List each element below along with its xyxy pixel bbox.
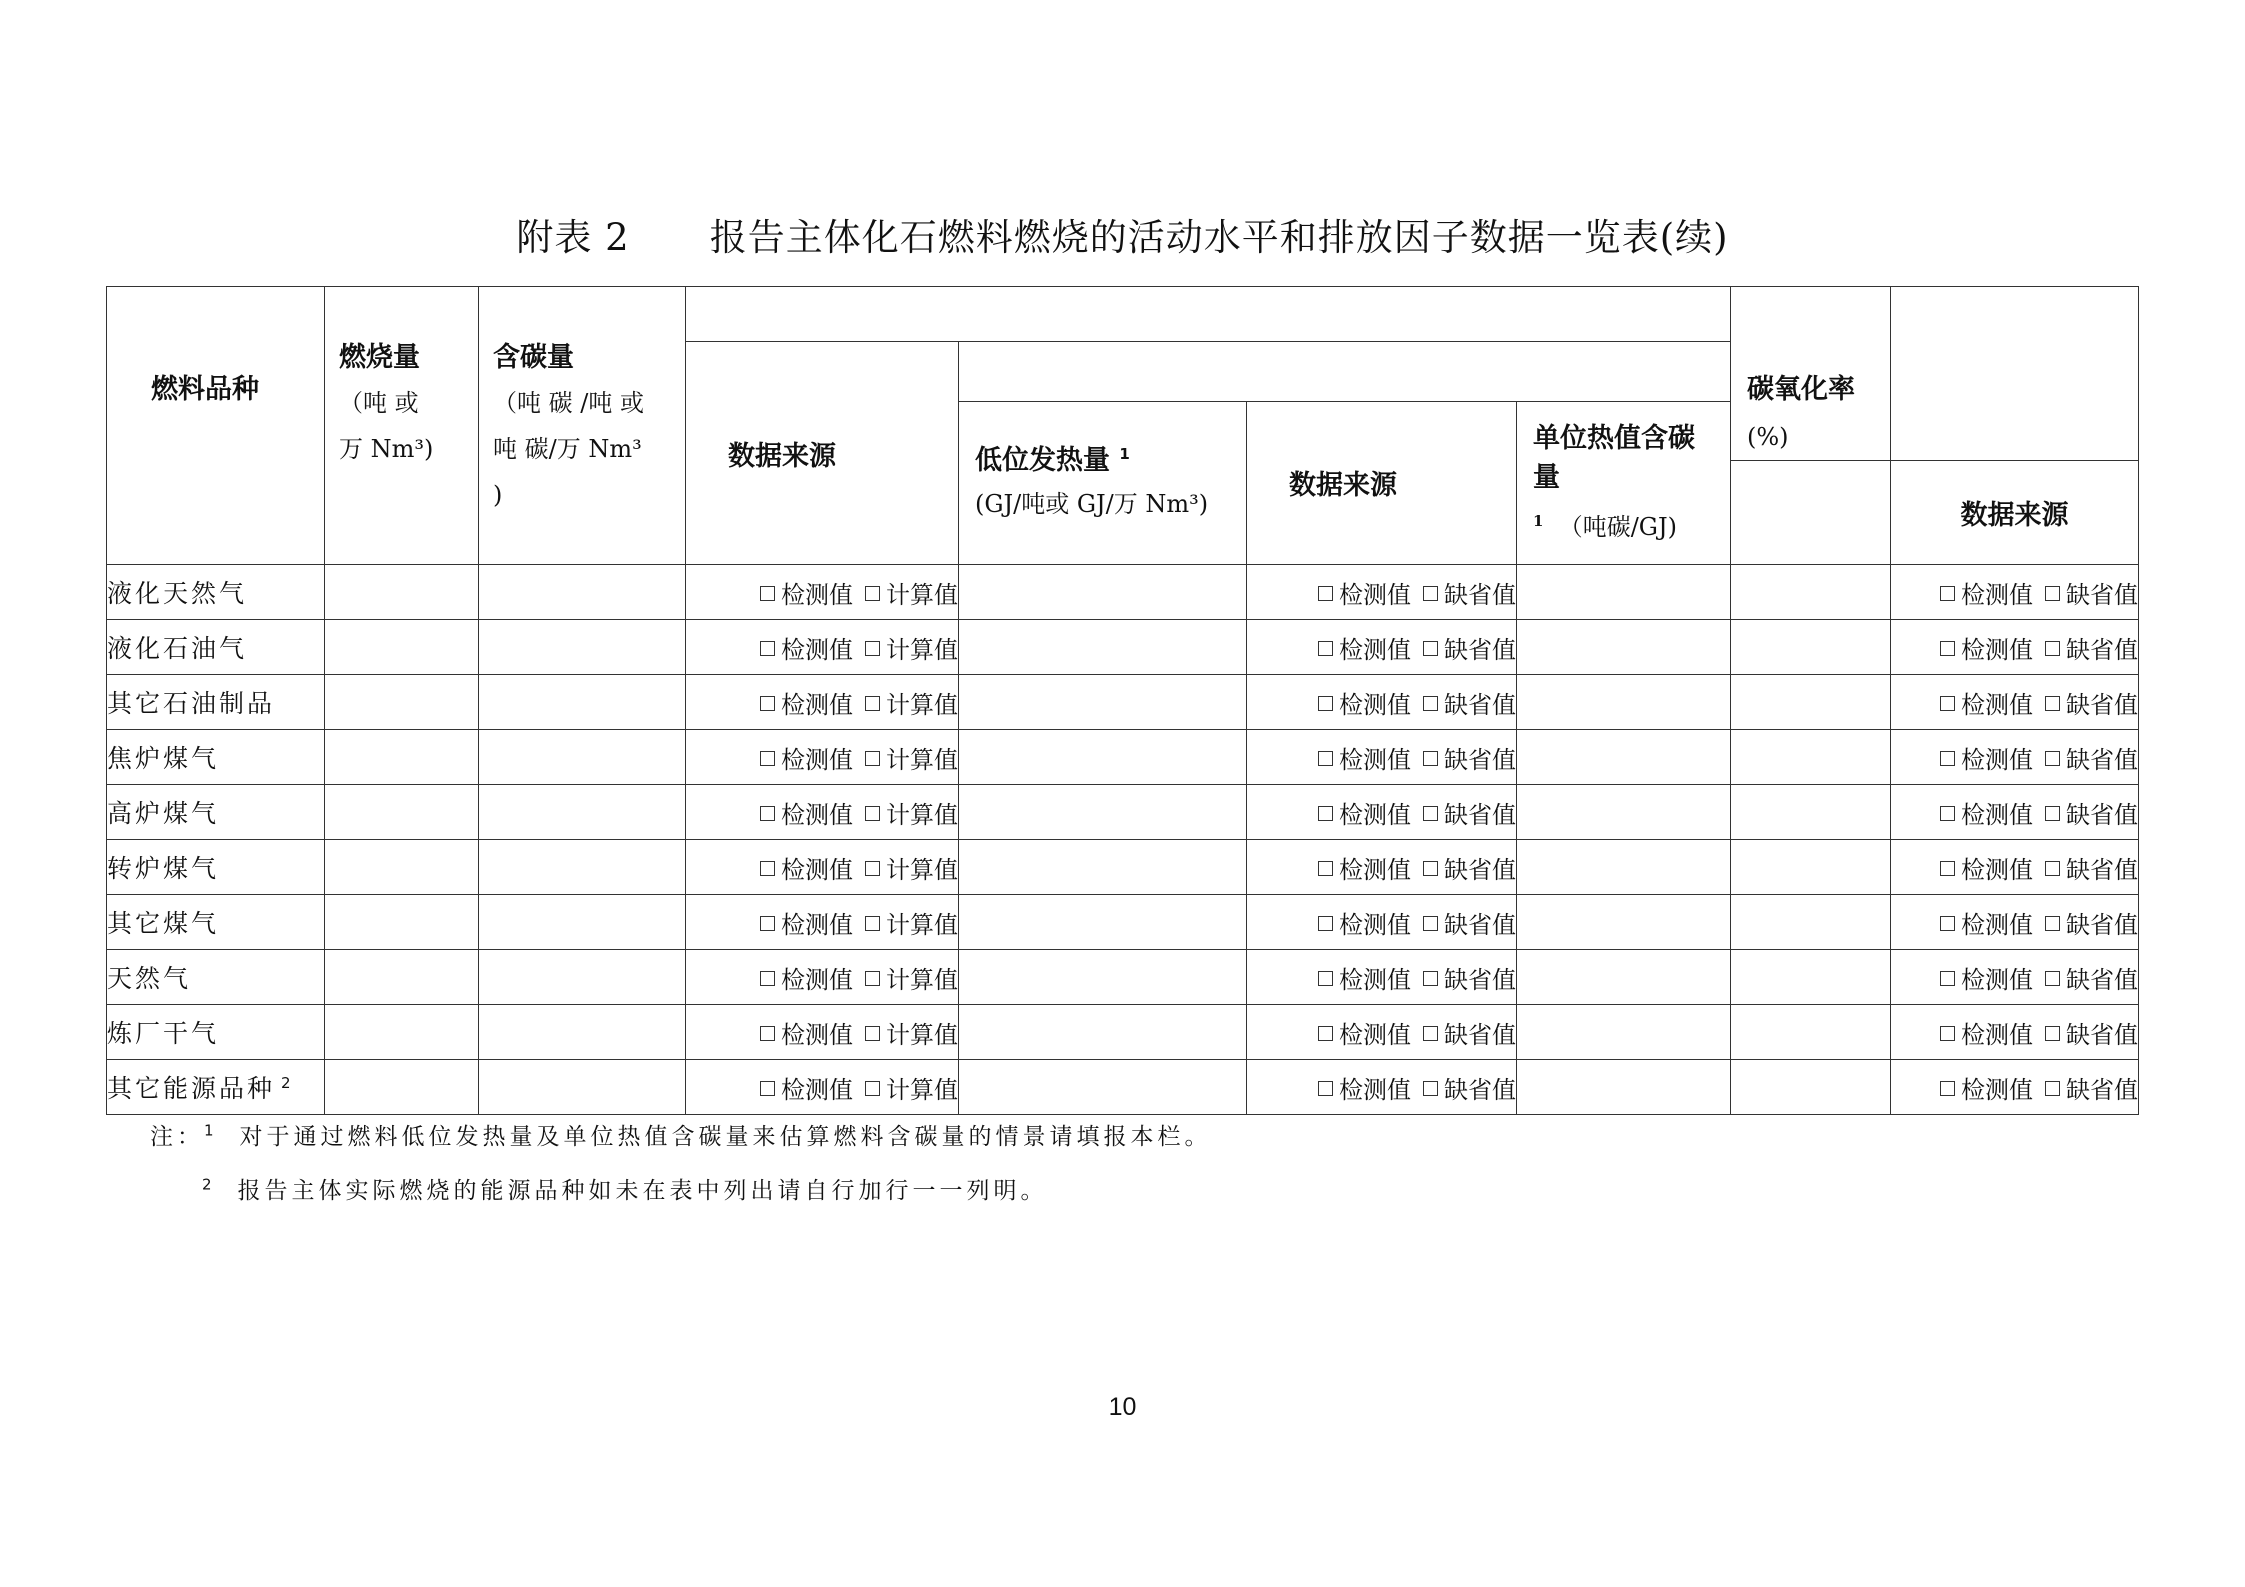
oxidation-rate-input[interactable] [1731, 895, 1891, 950]
header-fuel-type: 燃料品种 [107, 287, 325, 565]
source-option-cell [1247, 675, 1517, 730]
carbon-per-heat-input[interactable] [1517, 950, 1731, 1005]
option-label-measured: 检测值 [1339, 910, 1411, 939]
source-option-cell [686, 950, 959, 1005]
source-option-cell [1247, 1005, 1517, 1060]
fuel-name: 液化天然气 [107, 565, 325, 620]
option-label-calculated: 计算值 [886, 1075, 958, 1104]
option-label-measured: 检测值 [1339, 690, 1411, 719]
option-label-default: 缺省值 [1444, 965, 1516, 994]
option-label-measured: 检测值 [1339, 855, 1411, 884]
option-label-calculated: 计算值 [886, 745, 958, 774]
option-label-measured: 检测值 [1339, 1020, 1411, 1049]
source-option-cell [1247, 620, 1517, 675]
checkbox[interactable] [1423, 1081, 1438, 1096]
checkbox[interactable] [1423, 1026, 1438, 1041]
checkbox[interactable] [1318, 696, 1333, 711]
carbon-per-heat-input[interactable] [1517, 620, 1731, 675]
option-label-default: 缺省值 [2066, 965, 2138, 994]
option-label-calculated: 计算值 [886, 690, 958, 719]
checkbox[interactable] [2045, 916, 2060, 931]
table-row [107, 950, 2139, 1005]
oxidation-rate-input[interactable] [1731, 675, 1891, 730]
option-label-measured: 检测值 [1339, 635, 1411, 664]
carbon-per-heat-input[interactable] [1517, 1060, 1731, 1115]
checkbox[interactable] [1940, 586, 1955, 601]
source-option-cell [686, 895, 959, 950]
option-label-measured: 检测值 [781, 745, 853, 774]
fuel-name: 焦炉煤气 [107, 730, 325, 785]
burn-amount-input[interactable] [325, 675, 479, 730]
checkbox[interactable] [1940, 1026, 1955, 1041]
burn-amount-input[interactable] [325, 895, 479, 950]
checkbox[interactable] [865, 641, 880, 656]
option-label-default: 缺省值 [1444, 855, 1516, 884]
oxidation-rate-input[interactable] [1731, 950, 1891, 1005]
carbon-content-input[interactable] [479, 1060, 686, 1115]
option-label-calculated: 计算值 [886, 965, 958, 994]
oxidation-rate-input[interactable] [1731, 1005, 1891, 1060]
option-label-measured: 检测值 [781, 1075, 853, 1104]
source-option-cell [1247, 1060, 1517, 1115]
carbon-content-input[interactable] [479, 565, 686, 620]
source-option-cell [1891, 620, 2139, 675]
checkbox[interactable] [865, 1081, 880, 1096]
source-option-cell [1891, 950, 2139, 1005]
option-label-default: 缺省值 [1444, 1075, 1516, 1104]
checkbox[interactable] [865, 971, 880, 986]
page-number: 10 [1108, 1393, 1137, 1421]
checkbox[interactable] [760, 916, 775, 931]
option-label-measured: 检测值 [781, 910, 853, 939]
option-label-measured: 检测值 [1339, 800, 1411, 829]
checkbox[interactable] [1318, 641, 1333, 656]
table-row [107, 895, 2139, 950]
checkbox[interactable] [2045, 806, 2060, 821]
checkbox[interactable] [865, 751, 880, 766]
checkbox[interactable] [2045, 641, 2060, 656]
option-label-default: 缺省值 [1444, 800, 1516, 829]
option-label-measured: 检测值 [1961, 910, 2033, 939]
option-label-measured: 检测值 [781, 965, 853, 994]
source-option-cell [1891, 785, 2139, 840]
checkbox[interactable] [2045, 971, 2060, 986]
header-oxidation-rate: 碳氧化率 (%) [1731, 287, 1891, 461]
header-data-source-2: 数据来源 [1247, 401, 1517, 565]
option-label-calculated: 计算值 [886, 910, 958, 939]
source-option-cell [1891, 1005, 2139, 1060]
checkbox[interactable] [760, 971, 775, 986]
checkbox[interactable] [1318, 916, 1333, 931]
option-label-measured: 检测值 [1961, 855, 2033, 884]
title-prefix: 附表 2 [516, 216, 630, 259]
option-label-measured: 检测值 [1961, 965, 2033, 994]
option-label-measured: 检测值 [781, 635, 853, 664]
option-label-default: 缺省值 [2066, 1020, 2138, 1049]
option-label-default: 缺省值 [2066, 855, 2138, 884]
header-oxidation-value-box [1731, 461, 1891, 565]
checkbox[interactable] [2045, 696, 2060, 711]
burn-amount-input[interactable] [325, 1005, 479, 1060]
source-option-cell [686, 785, 959, 840]
checkbox[interactable] [2045, 1026, 2060, 1041]
fuel-name: 其它煤气 [107, 895, 325, 950]
carbon-per-heat-input[interactable] [1517, 840, 1731, 895]
checkbox[interactable] [760, 806, 775, 821]
checkbox[interactable] [1318, 1026, 1333, 1041]
option-label-measured: 检测值 [1339, 745, 1411, 774]
page-title [0, 207, 2245, 261]
checkbox[interactable] [1423, 806, 1438, 821]
source-option-cell [686, 675, 959, 730]
checkbox[interactable] [865, 586, 880, 601]
ncv-input[interactable] [959, 895, 1247, 950]
option-label-measured: 检测值 [781, 580, 853, 609]
checkbox[interactable] [760, 641, 775, 656]
source-option-cell [686, 565, 959, 620]
checkbox[interactable] [1423, 641, 1438, 656]
burn-amount-input[interactable] [325, 840, 479, 895]
burn-amount-input[interactable] [325, 730, 479, 785]
checkbox[interactable] [760, 1026, 775, 1041]
source-option-cell [1891, 565, 2139, 620]
ncv-input[interactable] [959, 1060, 1247, 1115]
header-oxidation-top [1891, 287, 2139, 461]
note-2: $^2$ 报告主体实际燃烧的能源品种如未在表中列出请自行加行一一列明。 [202, 1175, 1048, 1204]
option-label-default: 缺省值 [1444, 690, 1516, 719]
source-option-cell [1891, 675, 2139, 730]
carbon-content-input[interactable] [479, 1005, 686, 1060]
checkbox[interactable] [2045, 861, 2060, 876]
carbon-per-heat-input[interactable] [1517, 730, 1731, 785]
option-label-default: 缺省值 [2066, 580, 2138, 609]
carbon-per-heat-input[interactable] [1517, 1005, 1731, 1060]
burn-amount-input[interactable] [325, 950, 479, 1005]
option-label-default: 缺省值 [1444, 745, 1516, 774]
source-option-cell [1247, 565, 1517, 620]
checkbox[interactable] [760, 1081, 775, 1096]
source-option-cell [686, 620, 959, 675]
oxidation-rate-input[interactable] [1731, 1060, 1891, 1115]
carbon-content-input[interactable] [479, 730, 686, 785]
ncv-input[interactable] [959, 565, 1247, 620]
ncv-input[interactable] [959, 620, 1247, 675]
option-label-default: 缺省值 [2066, 635, 2138, 664]
table-row [107, 1060, 2139, 1115]
option-label-measured: 检测值 [1961, 1020, 2033, 1049]
source-option-cell [1891, 840, 2139, 895]
option-label-default: 缺省值 [2066, 690, 2138, 719]
ncv-input[interactable] [959, 1005, 1247, 1060]
table-row [107, 730, 2139, 785]
fuel-name: 转炉煤气 [107, 840, 325, 895]
table-body [107, 565, 2139, 1115]
option-label-measured: 检测值 [1961, 635, 2033, 664]
option-label-calculated: 计算值 [886, 635, 958, 664]
fuel-name: 液化石油气 [107, 620, 325, 675]
checkbox[interactable] [1940, 916, 1955, 931]
option-label-calculated: 计算值 [886, 1020, 958, 1049]
option-label-measured: 检测值 [1339, 965, 1411, 994]
source-option-cell [686, 840, 959, 895]
carbon-per-heat-input[interactable] [1517, 565, 1731, 620]
carbon-content-input[interactable] [479, 675, 686, 730]
carbon-content-input[interactable] [479, 950, 686, 1005]
checkbox[interactable] [760, 696, 775, 711]
burn-amount-input[interactable] [325, 565, 479, 620]
checkbox[interactable] [865, 806, 880, 821]
checkbox[interactable] [1940, 806, 1955, 821]
option-label-default: 缺省值 [1444, 1020, 1516, 1049]
carbon-content-input[interactable] [479, 785, 686, 840]
title-text: 报告主体化石燃料燃烧的活动水平和排放因子数据一览表(续) [709, 216, 1729, 259]
checkbox[interactable] [1423, 861, 1438, 876]
ncv-input[interactable] [959, 785, 1247, 840]
source-option-cell [1891, 730, 2139, 785]
carbon-per-heat-input[interactable] [1517, 785, 1731, 840]
source-option-cell [1891, 895, 2139, 950]
source-option-cell [1247, 895, 1517, 950]
option-label-default: 缺省值 [2066, 800, 2138, 829]
carbon-per-heat-input[interactable] [1517, 675, 1731, 730]
checkbox[interactable] [760, 861, 775, 876]
option-label-calculated: 计算值 [886, 800, 958, 829]
checkbox[interactable] [1940, 1081, 1955, 1096]
option-label-measured: 检测值 [781, 800, 853, 829]
note-1: 注：$^1$ 对于通过燃料低位发热量及单位热值含碳量来估算燃料含碳量的情景请填报本栏。 [150, 1121, 1212, 1150]
checkbox[interactable] [1423, 696, 1438, 711]
table-row [107, 785, 2139, 840]
option-label-measured: 检测值 [1961, 800, 2033, 829]
source-option-cell [686, 730, 959, 785]
fuel-name: 天然气 [107, 950, 325, 1005]
oxidation-rate-input[interactable] [1731, 840, 1891, 895]
carbon-content-input[interactable] [479, 895, 686, 950]
source-option-cell [1247, 785, 1517, 840]
checkbox[interactable] [1940, 696, 1955, 711]
header-inner-box [959, 342, 1731, 402]
checkbox[interactable] [1940, 641, 1955, 656]
option-label-measured: 检测值 [1961, 1075, 2033, 1104]
carbon-content-input[interactable] [479, 620, 686, 675]
table-row [107, 565, 2139, 620]
header-ncv: 低位发热量 $^1$ (GJ/吨或 GJ/万 Nm³) [959, 401, 1247, 565]
option-label-default: 缺省值 [2066, 1075, 2138, 1104]
option-label-measured: 检测值 [781, 1020, 853, 1049]
ncv-input[interactable] [959, 675, 1247, 730]
source-option-cell [1247, 730, 1517, 785]
carbon-per-heat-input[interactable] [1517, 895, 1731, 950]
checkbox[interactable] [1940, 751, 1955, 766]
checkbox[interactable] [1940, 971, 1955, 986]
oxidation-rate-input[interactable] [1731, 730, 1891, 785]
source-option-cell [1247, 840, 1517, 895]
checkbox[interactable] [760, 751, 775, 766]
table-row [107, 620, 2139, 675]
checkbox[interactable] [1423, 971, 1438, 986]
source-option-cell [686, 1005, 959, 1060]
source-option-cell [1247, 950, 1517, 1005]
checkbox[interactable] [1423, 916, 1438, 931]
option-label-default: 缺省值 [2066, 745, 2138, 774]
checkbox[interactable] [1318, 751, 1333, 766]
checkbox[interactable] [1423, 751, 1438, 766]
checkbox[interactable] [865, 696, 880, 711]
checkbox[interactable] [865, 1026, 880, 1041]
checkbox[interactable] [1318, 971, 1333, 986]
checkbox[interactable] [2045, 1081, 2060, 1096]
checkbox[interactable] [760, 586, 775, 601]
header-carbon-content: 含碳量 （吨 碳 /吨 或 吨 碳/万 Nm³ ) [479, 287, 686, 565]
ncv-input[interactable] [959, 950, 1247, 1005]
checkbox[interactable] [865, 861, 880, 876]
option-label-measured: 检测值 [1339, 1075, 1411, 1104]
carbon-content-input[interactable] [479, 840, 686, 895]
option-label-default: 缺省值 [1444, 910, 1516, 939]
header-carbon-per-heat: 单位热值含碳 量 $^1$ （吨碳/GJ) [1517, 401, 1731, 565]
checkbox[interactable] [1318, 1081, 1333, 1096]
burn-amount-input[interactable] [325, 620, 479, 675]
option-label-measured: 检测值 [1961, 580, 2033, 609]
checkbox[interactable] [1318, 586, 1333, 601]
burn-amount-input[interactable] [325, 1060, 479, 1115]
checkbox[interactable] [2045, 586, 2060, 601]
source-option-cell [686, 1060, 959, 1115]
oxidation-rate-input[interactable] [1731, 620, 1891, 675]
ncv-input[interactable] [959, 840, 1247, 895]
option-label-measured: 检测值 [1961, 690, 2033, 719]
fuel-data-table [106, 286, 2139, 1115]
option-label-measured: 检测值 [1339, 580, 1411, 609]
option-label-measured: 检测值 [781, 855, 853, 884]
header-data-source: 数据来源 [686, 342, 959, 565]
table-row [107, 840, 2139, 895]
table-row [107, 675, 2139, 730]
fuel-name: 其它石油制品 [107, 675, 325, 730]
fuel-name: 炼厂干气 [107, 1005, 325, 1060]
checkbox[interactable] [1423, 586, 1438, 601]
option-label-default: 缺省值 [2066, 910, 2138, 939]
fuel-name: 高炉煤气 [107, 785, 325, 840]
option-label-default: 缺省值 [1444, 635, 1516, 664]
oxidation-rate-input[interactable] [1731, 785, 1891, 840]
option-label-calculated: 计算值 [886, 855, 958, 884]
option-label-measured: 检测值 [781, 690, 853, 719]
checkbox[interactable] [2045, 751, 2060, 766]
option-label-calculated: 计算值 [886, 580, 958, 609]
checkbox[interactable] [1940, 861, 1955, 876]
checkbox[interactable] [865, 916, 880, 931]
source-option-cell [1891, 1060, 2139, 1115]
oxidation-rate-input[interactable] [1731, 565, 1891, 620]
checkbox[interactable] [1318, 806, 1333, 821]
ncv-input[interactable] [959, 730, 1247, 785]
option-label-measured: 检测值 [1961, 745, 2033, 774]
checkbox[interactable] [1318, 861, 1333, 876]
burn-amount-input[interactable] [325, 785, 479, 840]
header-group-top [686, 287, 1731, 342]
table-row [107, 1005, 2139, 1060]
fuel-name: 其它能源品种 $^2$ [107, 1060, 325, 1115]
header-burn-amount: 燃烧量 （吨 或 万 Nm³) [325, 287, 479, 565]
header-data-source-3: 数据来源 [1891, 461, 2139, 565]
option-label-default: 缺省值 [1444, 580, 1516, 609]
